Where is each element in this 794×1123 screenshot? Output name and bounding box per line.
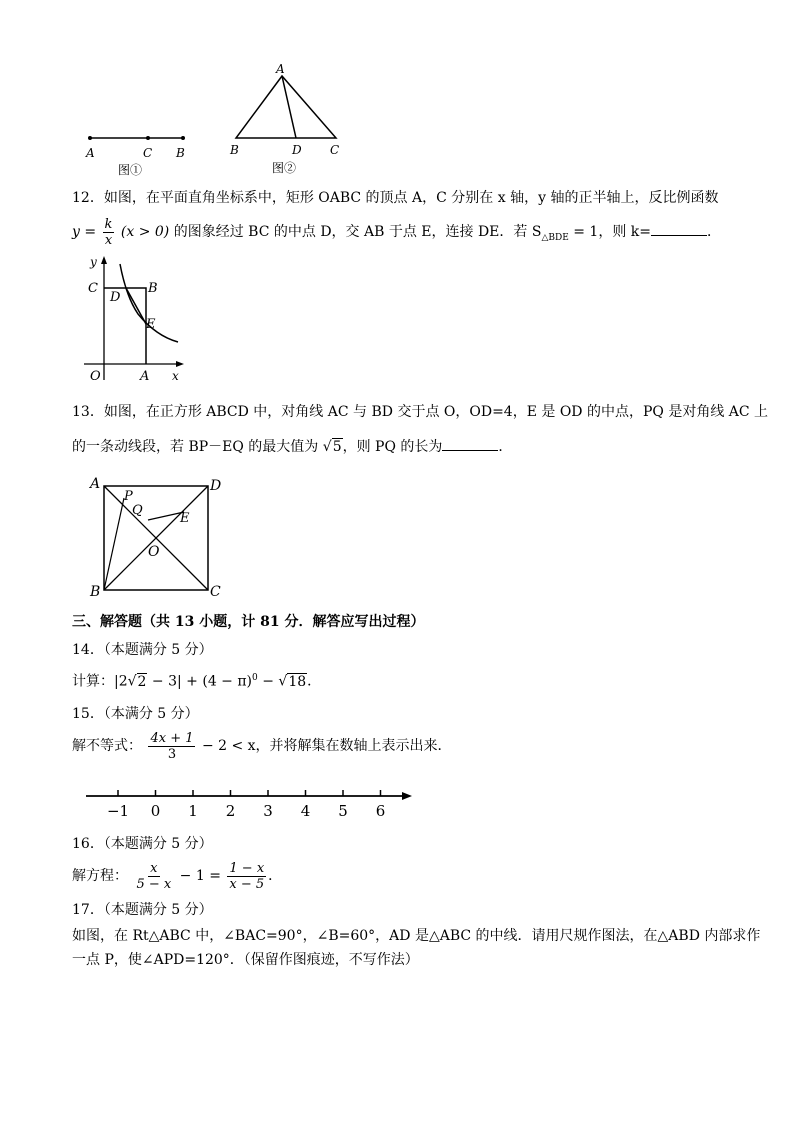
fig1-label-c: C [143, 146, 153, 160]
q17-line2: 一点 P，使∠APD=120°．（保留作图痕迹，不写作法） [72, 952, 419, 968]
figure-2 [224, 60, 354, 180]
q14-expr-a: |2 [114, 673, 128, 690]
axis-tick-label: 4 [300, 802, 311, 820]
q17-header: 17．（本题满分 5 分） [72, 902, 213, 918]
q12-end: ． [706, 224, 721, 240]
q12-fig-b: B [148, 281, 158, 296]
q12-fig-x: x [172, 369, 179, 383]
q13-line2-pre: 的一条动线段，若 BP－EQ 的最大值为 [72, 439, 319, 455]
figure-1 [80, 125, 200, 180]
q14-prefix: 计算： [72, 673, 114, 690]
section-3-title: 三、解答题（共 13 小题，计 81 分．解答应写出过程） [72, 614, 425, 630]
q15-number-line [86, 784, 416, 824]
q14-body: 计算：$|2√2 - 3| + (4 - \pi)^0 - √18$． [72, 673, 322, 690]
fig2-label-a: A [276, 62, 285, 76]
q12-sub: △BDE [541, 232, 569, 243]
q13-fig-a: A [90, 476, 101, 492]
q12-fig-c: C [88, 281, 98, 296]
q14-sqrt-18: 18 [288, 673, 307, 690]
fig1-label-b: B [176, 146, 185, 160]
fig1-caption: 图① [118, 163, 143, 177]
q13-fig-b: B [90, 584, 101, 600]
q16-fraction-2 [227, 861, 266, 892]
q13-line2-post: ，则 PQ 的长为 [342, 439, 443, 455]
q14-end: ． [307, 673, 322, 690]
q13-sqrt-val: 5 [332, 439, 342, 455]
q16-body [72, 856, 282, 896]
q17-line1: 如图，在 Rt△ABC 中，∠BAC=90°，∠B=60°，AD 是△ABC 的中线．请用尺规作图法，在△ABD 内部求作 [72, 928, 761, 944]
q13-fig-q: Q [132, 503, 143, 518]
q12-fig-d: D [110, 290, 121, 305]
q12-eq-lhs: y = [72, 224, 97, 240]
axis-tick-label: 0 [150, 802, 161, 820]
axis-tick-label: 1 [188, 802, 198, 820]
q13-fig-d: D [210, 478, 222, 494]
q16-fraction-1 [134, 861, 173, 892]
q15-prefix: 解不等式： [72, 738, 142, 754]
q12-fig-y: y [90, 255, 97, 269]
q12-fig-o: O [90, 369, 101, 384]
q13-fig-c: C [210, 584, 221, 600]
q13-fig-e: E [180, 511, 190, 526]
q13-end: ． [498, 439, 513, 455]
q13-figure [88, 472, 228, 602]
q16-f2-den: x − 5 [229, 876, 265, 892]
q16-f1-num: x [150, 860, 158, 876]
q12-line2-text: 的图象经过 BC 的中点 D，交 AB 于点 E，连接 DE．若 S [173, 224, 542, 240]
fig2-label-c: C [330, 143, 340, 157]
q12-answer-blank[interactable] [651, 221, 707, 236]
q16-mid: − 1 = [179, 868, 221, 884]
q14-exp: 0 [252, 673, 258, 683]
q14-expr-c: − [257, 673, 279, 690]
fig2-label-b: B [230, 143, 239, 157]
q14-expr-b: − 3| + (4 − π) [147, 673, 253, 690]
axis-tick-label: 5 [338, 802, 348, 820]
q13-line1: 13．如图，在正方形 ABCD 中，对角线 AC 与 BD 交于点 O，OD=4，E 是 OD 的中点，PQ 是对角线 AC 上 [72, 404, 769, 420]
q12-fig-e: E [146, 317, 156, 332]
axis-tick-label: 3 [263, 802, 273, 820]
q13-fig-o: O [148, 544, 160, 560]
q14-sqrt-2: 2 [137, 673, 147, 690]
q16-header: 16．（本题满分 5 分） [72, 836, 213, 852]
q14-header: 14．（本题满分 5 分） [72, 642, 213, 658]
fig1-label-a: A [86, 146, 95, 160]
q16-end: ． [268, 868, 283, 884]
q16-prefix: 解方程： [72, 868, 128, 884]
q12-frac-num: k [104, 216, 113, 232]
q12-frac-den: x [104, 232, 113, 248]
q15-frac-den: 3 [167, 746, 177, 762]
fig2-caption: 图② [272, 161, 297, 175]
q16-f2-num: 1 − x [229, 860, 265, 876]
q13-line2: 的一条动线段，若 BP－EQ 的最大值为 √5，则 PQ 的长为 ． [72, 436, 512, 457]
q15-after: − 2 < x，并将解集在数轴上表示出来． [201, 738, 452, 754]
axis-tick-label: 6 [375, 802, 386, 820]
q15-header: 15．（本满分 5 分） [72, 706, 199, 722]
q15-frac-num: 4x + 1 [150, 730, 194, 746]
q13-answer-blank[interactable] [442, 436, 498, 451]
q15-body [72, 726, 452, 766]
q12-line2-end: = 1，则 k= [568, 224, 651, 240]
q13-fig-p: P [124, 489, 133, 504]
q12-fig-a: A [140, 369, 150, 384]
q12-fraction [103, 217, 115, 248]
q16-f1-den: 5 − x [136, 876, 172, 892]
q12-line2 [72, 214, 721, 256]
q12-eq-cond: (x > 0) [120, 224, 170, 240]
q15-fraction [148, 731, 195, 762]
axis-tick-label: 2 [225, 802, 236, 820]
q12-line1: 12．如图，在平面直角坐标系中，矩形 OABC 的顶点 A，C 分别在 x 轴，y 轴的正半轴上，反比例函数 [72, 190, 719, 206]
q12-figure [80, 252, 200, 388]
fig2-label-d: D [292, 143, 302, 157]
axis-tick-label: −1 [106, 802, 130, 820]
